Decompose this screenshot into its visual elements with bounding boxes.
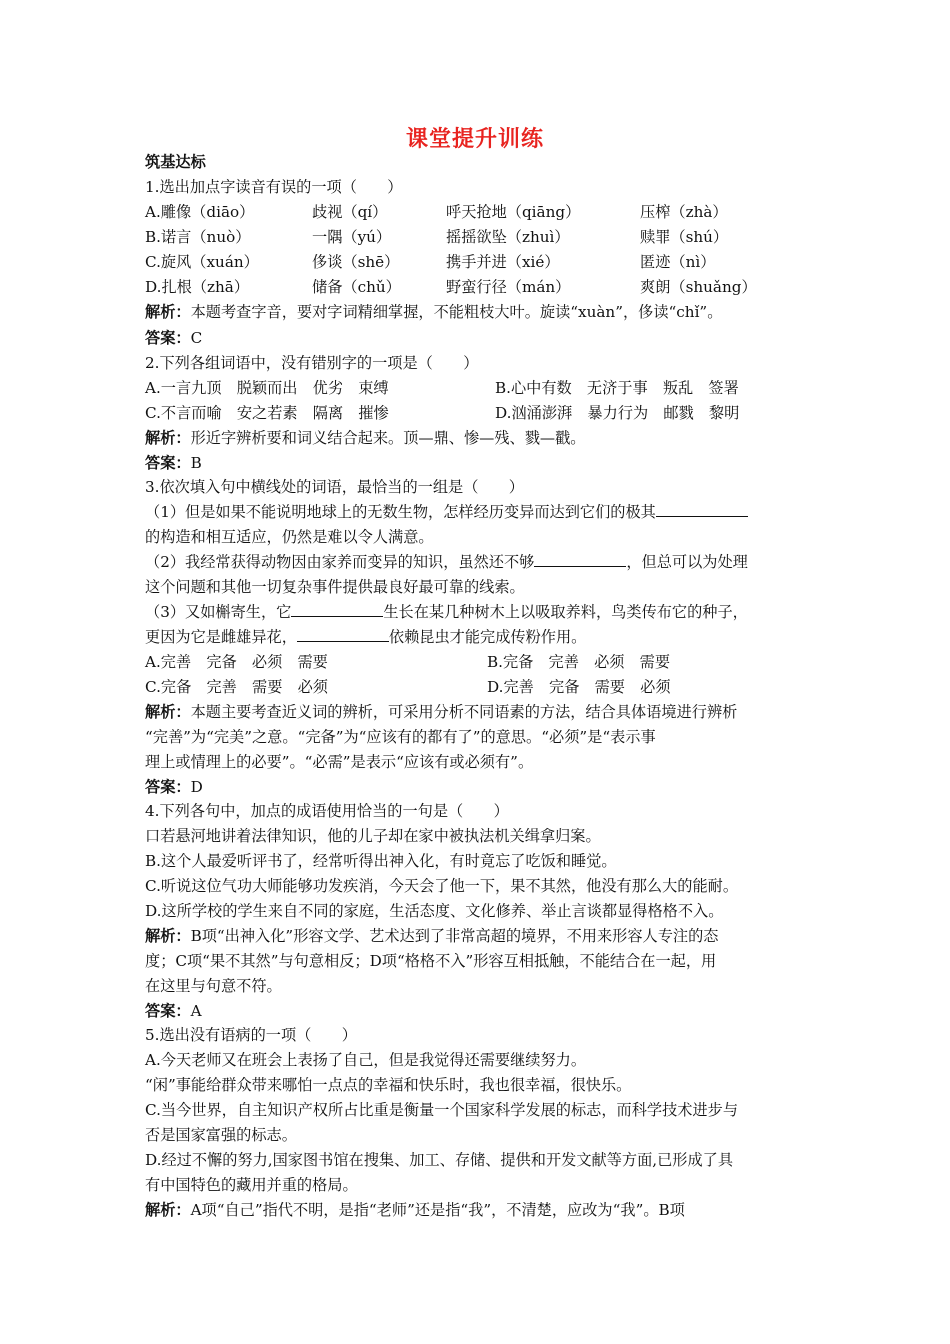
q1-stem: 1.选出加点字读音有误的一项（ ）	[145, 178, 403, 196]
fill-blank-4	[297, 628, 389, 642]
q3-sentence-3a	[145, 602, 748, 622]
q4-option-d: D.这所学校的学生来自不同的家庭，生活态度、文化修养、举止言谈都显得格格不入。	[145, 902, 724, 920]
q4-analysis-line-3: 在这里与句意不符。	[145, 977, 282, 995]
q5-option-b: “闲”事能给群众带来哪怕一点点的幸福和快乐时，我也很幸福，很快乐。	[145, 1076, 632, 1094]
q2-option-c: C.不言而喻 安之若素 隔离 摧惨	[145, 404, 389, 422]
answer-label: 答案：	[145, 454, 191, 472]
answer-value: C	[190, 329, 203, 347]
q1-option-a-4: 压榨（zhà）	[640, 203, 728, 221]
sentence-text: （1）但是如果不能说明地球上的无数生物，怎样经历变异而达到它们的极其	[145, 503, 656, 521]
analysis-text: A项“自己”指代不明，是指“老师”还是指“我”，不清楚，应改为“我”。B项	[190, 1201, 685, 1219]
q4-option-a: 口若悬河地讲着法律知识，他的儿子却在家中被执法机关缉拿归案。	[145, 827, 601, 845]
q3-option-b: B.完备 完善 必须 需要	[487, 653, 671, 671]
q3-sentence-2b: 这个问题和其他一切复杂事件提供最良好最可靠的线索。	[145, 578, 525, 596]
q1-option-d-2: 储备（chǔ）	[312, 278, 401, 296]
q1-option-c-4: 匿迹（nì）	[640, 253, 716, 271]
q3-analysis-line-1	[145, 702, 737, 722]
q3-analysis-line-2: “完善”为“完美”之意。“完备”为“应该有的都有了”的意思。“必须”是“表示事	[145, 728, 656, 746]
q1-option-c-3: 携手并进（xié）	[446, 253, 560, 271]
q1-option-c-2: 侈谈（shē）	[312, 253, 400, 271]
q2-option-a: A.一言九顶 脱颖而出 优劣 束缚	[145, 379, 389, 397]
analysis-label: 解析：	[145, 429, 191, 447]
q1-option-a-2: 歧视（qí）	[312, 203, 388, 221]
fill-blank-1	[656, 503, 748, 517]
q2-answer	[145, 453, 202, 473]
q2-analysis	[145, 428, 585, 448]
q3-analysis-line-3: 理上或情理上的必要”。“必需”是表示“应该有或必须有”。	[145, 753, 534, 771]
q5-option-d-line-2: 有中国特色的藏用并重的格局。	[145, 1176, 358, 1194]
analysis-label: 解析：	[145, 1201, 191, 1219]
q3-option-a: A.完善 完备 必须 需要	[145, 653, 328, 671]
q4-analysis-line-1	[145, 926, 718, 946]
q4-option-c: C.听说这位气功大师能够功发疾消，今天会了他一下，果不其然，他没有那么大的能耐。	[145, 877, 739, 895]
q1-option-c-1: C.旋风（xuán）	[145, 253, 259, 271]
q1-option-b-1: B.诺言（nuò）	[145, 228, 251, 246]
analysis-text: 本题考查字音，要对字词精细掌握，不能粗枝大叶。旋读“xuàn”，侈读“chǐ”。	[190, 303, 723, 321]
sentence-text: （3）又如槲寄生，它	[145, 603, 292, 621]
answer-label: 答案：	[145, 329, 191, 347]
analysis-text: 形近字辨析要和词义结合起来。顶—鼎、惨—残、戮—戳。	[190, 429, 586, 447]
fill-blank-3	[291, 603, 383, 617]
q5-stem: 5.选出没有语病的一项（ ）	[145, 1026, 357, 1044]
q3-stem: 3.依次填入句中横线处的词语，最恰当的一组是（ ）	[145, 478, 524, 496]
q3-sentence-1b: 的构造和相互适应，仍然是难以令人满意。	[145, 528, 434, 546]
q5-option-c-line-1: C.当今世界，自主知识产权所占比重是衡量一个国家科学发展的标志，而科学技术进步与	[145, 1101, 739, 1119]
analysis-text: 本题主要考查近义词的辨析，可采用分析不同语素的方法，结合具体语境进行辨析	[190, 703, 738, 721]
sentence-text: 生长在某几种树木上以吸取养料，鸟类传布它的种子，	[383, 603, 748, 621]
analysis-label: 解析：	[145, 703, 191, 721]
page-title: 课堂提升训练	[405, 127, 544, 152]
q3-sentence-1a	[145, 502, 748, 522]
sentence-text: ，但总可以为处理	[626, 553, 748, 571]
q1-option-b-4: 赎罪（shú）	[640, 228, 729, 246]
q3-sentence-2a	[145, 552, 748, 572]
q1-answer	[145, 328, 202, 348]
q1-option-a-3: 呼天抢地（qiāng）	[446, 203, 581, 221]
q4-option-b: B.这个人最爱听评书了，经常听得出神入化，有时竟忘了吃饭和睡觉。	[145, 852, 617, 870]
answer-value: B	[190, 454, 202, 472]
fill-blank-2	[534, 553, 626, 567]
q1-option-b-2: 一隅（yú）	[312, 228, 392, 246]
answer-value: D	[190, 778, 203, 796]
sentence-text: 更因为它是雌雄异花，	[145, 628, 297, 646]
q1-option-d-3: 野蛮行径（mán）	[446, 278, 571, 296]
q1-analysis	[145, 302, 722, 322]
q4-analysis-line-2: 度；C项“果不其然”与句意相反；D项“格格不入”形容互相抵触，不能结合在一起，用	[145, 952, 717, 970]
answer-value: A	[190, 1002, 202, 1020]
answer-label: 答案：	[145, 1002, 191, 1020]
q4-answer	[145, 1001, 202, 1021]
analysis-label: 解析：	[145, 303, 191, 321]
q5-option-d-line-1: D.经过不懈的努力,国家图书馆在搜集、加工、存储、提供和开发文献等方面,已形成了具	[145, 1151, 734, 1169]
q5-analysis	[145, 1200, 685, 1220]
section-heading: 筑基达标	[145, 153, 206, 171]
sentence-text: （2）我经常获得动物因由家养而变异的知识，虽然还不够	[145, 553, 535, 571]
q3-sentence-3b	[145, 627, 586, 647]
q3-option-c: C.完备 完善 需要 必须	[145, 678, 328, 696]
q3-answer	[145, 777, 203, 797]
q1-option-b-3: 摇摇欲坠（zhuì）	[446, 228, 570, 246]
q4-stem: 4.下列各句中，加点的成语使用恰当的一句是（ ）	[145, 802, 509, 820]
q1-option-d-4: 爽朗（shuǎng）	[640, 278, 757, 296]
q2-option-d: D.汹涌澎湃 暴力行为 邮戮 黎明	[495, 404, 740, 422]
analysis-label: 解析：	[145, 927, 191, 945]
sentence-text: 依赖昆虫才能完成传粉作用。	[388, 628, 587, 646]
q2-stem: 2.下列各组词语中，没有错别字的一项是（ ）	[145, 354, 479, 372]
q2-option-b: B.心中有数 无济于事 叛乱 签署	[495, 379, 739, 397]
q1-option-a-1: A.雕像（diāo）	[145, 203, 255, 221]
q3-option-d: D.完善 完备 需要 必须	[487, 678, 671, 696]
q5-option-c-line-2: 否是国家富强的标志。	[145, 1126, 297, 1144]
q1-option-d-1: D.扎根（zhā）	[145, 278, 250, 296]
analysis-text: B项“出神入化”形容文学、艺术达到了非常高超的境界，不用来形容人专注的态	[190, 927, 719, 945]
q5-option-a: A.今天老师又在班会上表扬了自己，但是我觉得还需要继续努力。	[145, 1051, 587, 1069]
answer-label: 答案：	[145, 778, 191, 796]
